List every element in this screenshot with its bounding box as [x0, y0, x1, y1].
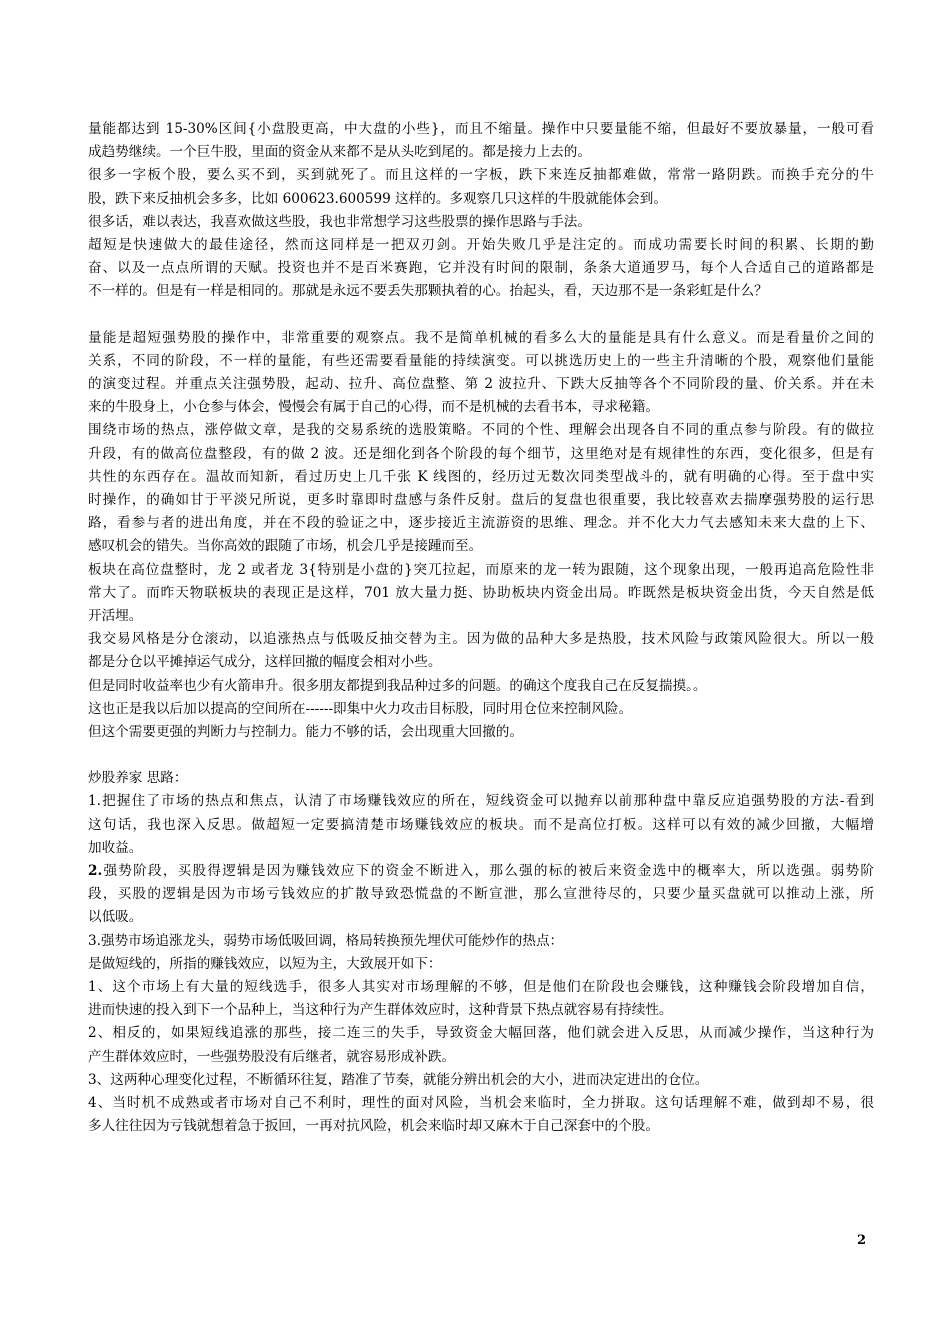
text-line: [88, 837, 874, 860]
paragraph: [88, 559, 874, 629]
text-line: [88, 257, 874, 280]
line-text: 板块在高位盘整时，龙 2 或者龙 3{特别是小盘的}突兀拉起，而原来的龙一转为跟随，这个现象出现，一般再追高危险性非: [88, 561, 874, 578]
text-line: [88, 790, 874, 813]
line-text: 关系，不同的阶段，不一样的量能，有些还需要看量能的持续演变。可以挑选历史上的一些主升清晰的个股，观察他们量能: [88, 352, 874, 369]
line-text: 股，跌下来反抽机会多多，比如 600623.600599 这样的。多观察几只这样的牛股就能体会到。: [88, 190, 667, 207]
paragraph: [88, 860, 874, 930]
text-line: [88, 605, 874, 628]
paragraph: [88, 1092, 874, 1138]
text-line: [88, 466, 874, 489]
line-text: 多人往往因为亏钱就想着急于扳回，一再对抗风险，机会来临时却又麻木于自己深套中的个股。: [88, 1118, 659, 1135]
text-line: [88, 953, 874, 976]
text-line: [88, 767, 874, 790]
text-line: [88, 1092, 874, 1115]
text-line: [88, 628, 874, 651]
line-text: 3、这两种心理变化过程，不断循环往复，踏准了节奏，就能分辨出机会的大小，进而决定进出的仓位。: [88, 1071, 709, 1088]
list-number: 2.: [88, 863, 103, 879]
line-text: 很多一字板个股，要么买不到，买到就死了。而且这样的一字板，跌下来连反抽都难做，常常一路阴跌。而换手充分的牛: [88, 167, 874, 184]
line-text: 4、当时机不成熟或者市场对自己不利时，理性的面对风险，当机会来临时，全力拼取。这句话理解不难，做到却不易，很: [88, 1094, 874, 1111]
paragraph: [88, 698, 874, 721]
text-line: [88, 188, 874, 211]
text-line: [88, 327, 874, 350]
text-line: [88, 350, 874, 373]
paragraph: [88, 164, 874, 210]
text-line: [88, 211, 874, 234]
line-text: 的演变过程。并重点关注强势股，起动、拉升、高位盘整、第 2 波拉升、下跌大反抽等各个不同阶段的量、价关系。并在未: [88, 376, 874, 393]
paragraph: [88, 976, 874, 1022]
page-number: 2: [857, 1233, 867, 1248]
paragraph: [88, 628, 874, 674]
text-line: [88, 559, 874, 582]
text-line: [88, 280, 874, 303]
text-line: [88, 234, 874, 257]
paragraph: [88, 1069, 874, 1092]
text-line: [88, 582, 874, 605]
line-text: 以低吸。: [88, 909, 143, 926]
text-line: [88, 860, 874, 883]
text-line: [88, 118, 874, 141]
line-text: 产生群体效应时，一些强势股没有后继者，就容易形成补跌。: [88, 1048, 456, 1065]
line-text: 成趋势继续。一个巨牛股，里面的资金从来都不是从头吃到尾的。都是接力上去的。: [88, 144, 591, 161]
line-text: 炒股养家 思路：: [88, 770, 188, 787]
line-text: 进而快速的投入到下一个品种上，当这种行为产生群体效应时，这种背景下热点就容易有持续性。: [88, 1002, 673, 1019]
paragraph: [88, 211, 874, 234]
text-line: [88, 1022, 874, 1045]
text-line: [88, 512, 874, 535]
line-text: 我交易风格是分仓滚动，以追涨热点与低吸反抽交替为主。因为做的品种大多是热股，技术风险与政策风险很大。所以一般: [88, 631, 874, 648]
line-text: 强势阶段，买股得逻辑是因为赚钱效应下的资金不断进入，那么强的标的被后来资金选中的概率大，所以选强。弱势阶: [102, 863, 874, 879]
paragraph: [88, 721, 874, 744]
line-text: 共性的东西存在。温故而知新，看过历史上几千张 K 线图的，经历过无数次同类型战斗的，就有明确的心得。至于盘中实: [88, 468, 874, 485]
paragraph: [88, 930, 874, 953]
line-text: 都是分仓以平摊掉运气成分，这样回撤的幅度会相对小些。: [88, 654, 442, 671]
line-text: 围绕市场的热点，涨停做文章，是我的交易系统的选股策略。不同的个性、理解会出现各自不同的重点参与阶段。有的做拉: [88, 422, 874, 439]
text-line: [88, 721, 874, 744]
text-line: [88, 906, 874, 929]
line-text: 3.强势市场追涨龙头，弱势市场低吸回调，格局转换预先埋伏可能炒作的热点：: [88, 932, 564, 949]
text-line: [88, 535, 874, 558]
text-line: [88, 164, 874, 187]
line-text: 1、这个市场上有大量的短线选手，很多人其实对市场理解的不够，但是他们在阶段也会赚钱，这种赚钱会阶段增加自信，: [88, 978, 874, 995]
paragraph: [88, 118, 874, 164]
section-gap: [88, 744, 874, 767]
paragraph: [88, 953, 874, 976]
line-text: 加收益。: [88, 839, 143, 856]
text-line: [88, 651, 874, 674]
line-text: 时操作，的确如甘于平淡兄所说，更多时靠即时盘感与条件反射。盘后的复盘也很重要，我比较喜欢去揣摩强势股的运行思: [88, 492, 874, 508]
section: [88, 118, 874, 304]
line-text: 是做短线的，所指的赚钱效应，以短为主，大致展开如下：: [88, 955, 442, 972]
section: [88, 327, 874, 744]
document-body: [88, 118, 874, 1138]
text-line: [88, 976, 874, 999]
paragraph: [88, 419, 874, 558]
line-text: 开活埋。: [88, 607, 143, 624]
text-line: [88, 396, 874, 419]
text-line: [88, 675, 874, 698]
line-text: 奋、以及一点点所谓的天赋。投资也并不是百米赛跑，它并没有时间的限制，条条大道通罗马，每个人合适自己的道路都是: [88, 260, 874, 277]
text-line: [88, 930, 874, 953]
line-text: 2、相反的，如果短线追涨的那些，接二连三的失手，导致资金大幅回落，他们就会进入反思，从而减少操作，当这种行为: [88, 1025, 874, 1042]
paragraph: [88, 767, 874, 790]
line-text: 量能都达到 15-30%区间{小盘股更高，中大盘的小些}，而且不缩量。操作中只要量能不缩，但最好不要放暴量，一般可看: [88, 121, 874, 137]
paragraph: [88, 1022, 874, 1068]
paragraph: [88, 675, 874, 698]
line-text: 量能是超短强势股的操作中，非常重要的观察点。我不是简单机械的看多么大的量能是具有什么意义。而是看量价之间的: [88, 329, 874, 346]
line-text: 段，买股的逻辑是因为市场亏钱效应的扩散导致恐慌盘的不断宣泄，那么宣泄待尽的，只要少量买盘就可以推动上涨，所: [88, 886, 874, 903]
line-text: 这句话，我也深入反思。做超短一定要搞清楚市场赚钱效应的板块。而不是高位打板。这样可以有效的减少回撤，大幅增: [88, 816, 874, 833]
text-line: [88, 883, 874, 906]
text-line: [88, 373, 874, 396]
paragraph: [88, 327, 874, 420]
text-line: [88, 698, 874, 721]
line-text: 但这个需要更强的判断力与控制力。能力不够的话，会出现重大回撤的。: [88, 723, 523, 740]
line-text: 来的牛股身上，小仓参与体会，慢慢会有属于自己的心得，而不是机械的去看书本，寻求秘籍。: [88, 399, 659, 416]
line-text: 超短是快速做大的最佳途径，然而这同样是一把双刃剑。开始失败几乎是注定的。而成功需要长时间的积累、长期的勤: [88, 236, 874, 253]
line-text: 这也正是我以后加以提高的空间所在------即集中火力攻击目标股，同时用仓位来控制风险。: [88, 700, 633, 717]
section-gap: [88, 304, 874, 327]
paragraph: [88, 790, 874, 860]
text-line: [88, 814, 874, 837]
text-line: [88, 1115, 874, 1138]
text-line: [88, 443, 874, 466]
paragraph: [88, 234, 874, 304]
line-text: 不一样的。但是有一样是相同的。那就是永远不要丢失那颗执着的心。抬起头，看，天边那不是一条彩虹是什么？: [88, 283, 768, 300]
text-line: [88, 419, 874, 442]
line-text: 升段，有的做高位盘整段，有的做 2 波。还是细化到各个阶段的每个细节，这里绝对是有规律性的东西，变化很多，但是有: [88, 445, 874, 462]
text-line: [88, 1046, 874, 1069]
text-line: [88, 141, 874, 164]
line-text: 1.把握住了市场的热点和焦点，认清了市场赚钱效应的所在，短线资金可以抛弃以前那种盘中靠反应追强势股的方法-看到: [88, 793, 874, 810]
text-line: [88, 489, 874, 512]
line-text: 但是同时收益率也少有火箭串升。很多朋友都提到我品种过多的问题。的确这个度我自己在反复揣摸。。: [88, 677, 707, 694]
text-line: [88, 999, 874, 1022]
line-text: 感叹机会的错失。当你高效的跟随了市场，机会几乎是接踵而至。: [88, 538, 483, 555]
line-text: 很多话，难以表达，我喜欢做这些股，我也非常想学习这些股票的操作思路与手法。: [88, 213, 591, 230]
line-text: 常大了。而昨天物联板块的表现正是这样，701 放大量力挺、协助板块内资金出局。昨既然是板块资金出货，今天自然是低: [88, 584, 874, 601]
section: [88, 767, 874, 1138]
line-text: 路，看参与者的进出角度，并在不段的验证之中，逐步接近主流游资的思维、理念。并不化大力气去感知未来大盘的上下、: [88, 515, 874, 532]
text-line: [88, 1069, 874, 1092]
